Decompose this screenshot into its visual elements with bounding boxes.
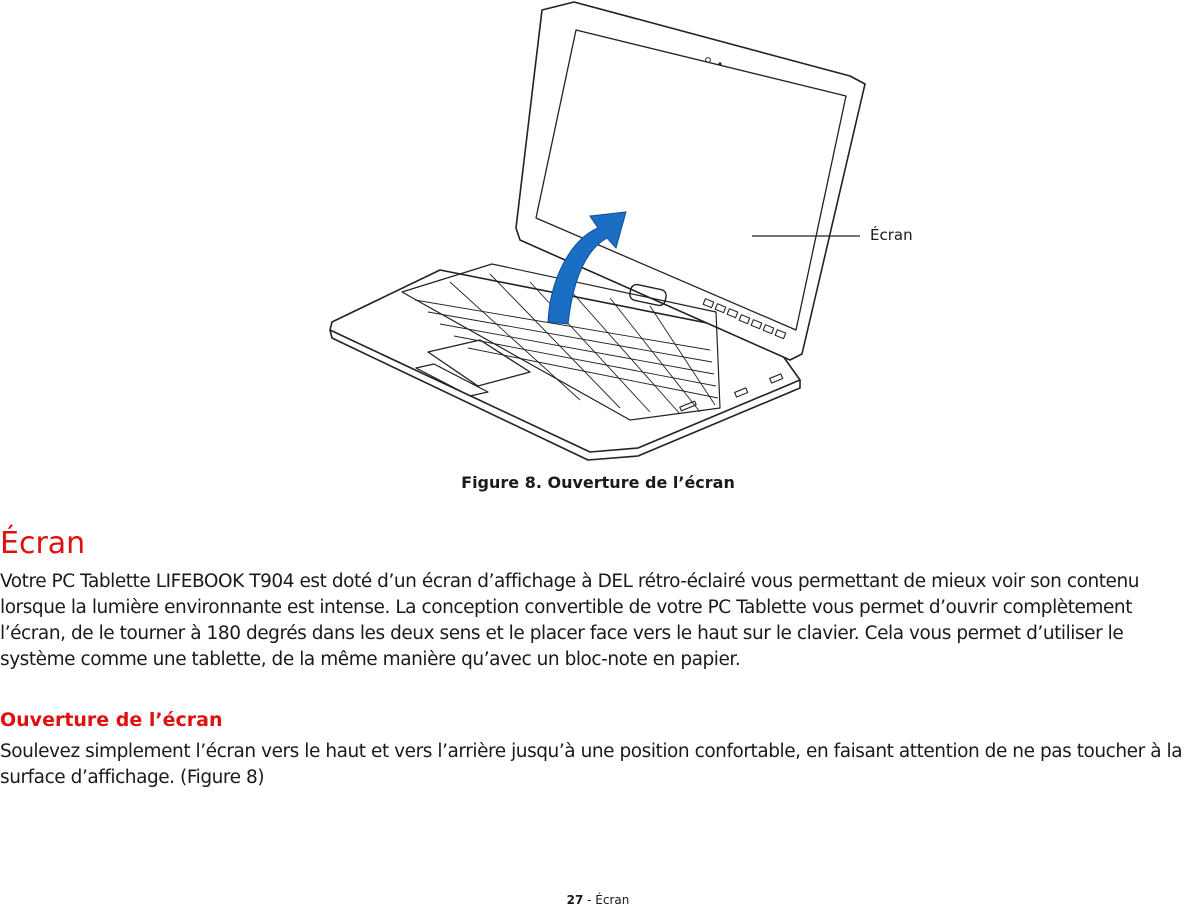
laptop-figure bbox=[320, 0, 920, 465]
footer-separator: - bbox=[583, 893, 596, 907]
footer-section-name: Écran bbox=[595, 893, 630, 907]
section-paragraph: Votre PC Tablette LIFEBOOK T904 est doté d’un écran d’affichage à DEL rétro-éclairé vous permettant de mieux voir son contenu lorsque la lumière environnante est intense. La conception convertible de votre PC Tablette vous permet d’ouvrir complètement l’écran, de le tourner à 180 degrés dans les deux sens et le placer face vers le haut sur le clavier. Cela vous permet d’utiliser le système comme une tablette, de la même manière qu’avec un bloc-note en papier. bbox=[0, 571, 1140, 670]
subsection-paragraph: Soulevez simplement l’écran vers le haut et vers l’arrière jusqu’à une position confortable, en faisant attention de ne pas toucher à la surface d’affichage. (Figure 8) bbox=[0, 741, 1183, 788]
callout-label-screen: Écran bbox=[870, 226, 913, 244]
page-number: 27 bbox=[566, 893, 584, 907]
subsection-heading: Ouverture de l’écran bbox=[0, 709, 223, 731]
section-heading: Écran bbox=[0, 526, 86, 561]
laptop-illustration bbox=[320, 0, 920, 465]
page-footer bbox=[0, 893, 1190, 907]
figure-caption: Figure 8. Ouverture de l’écran bbox=[461, 473, 735, 492]
